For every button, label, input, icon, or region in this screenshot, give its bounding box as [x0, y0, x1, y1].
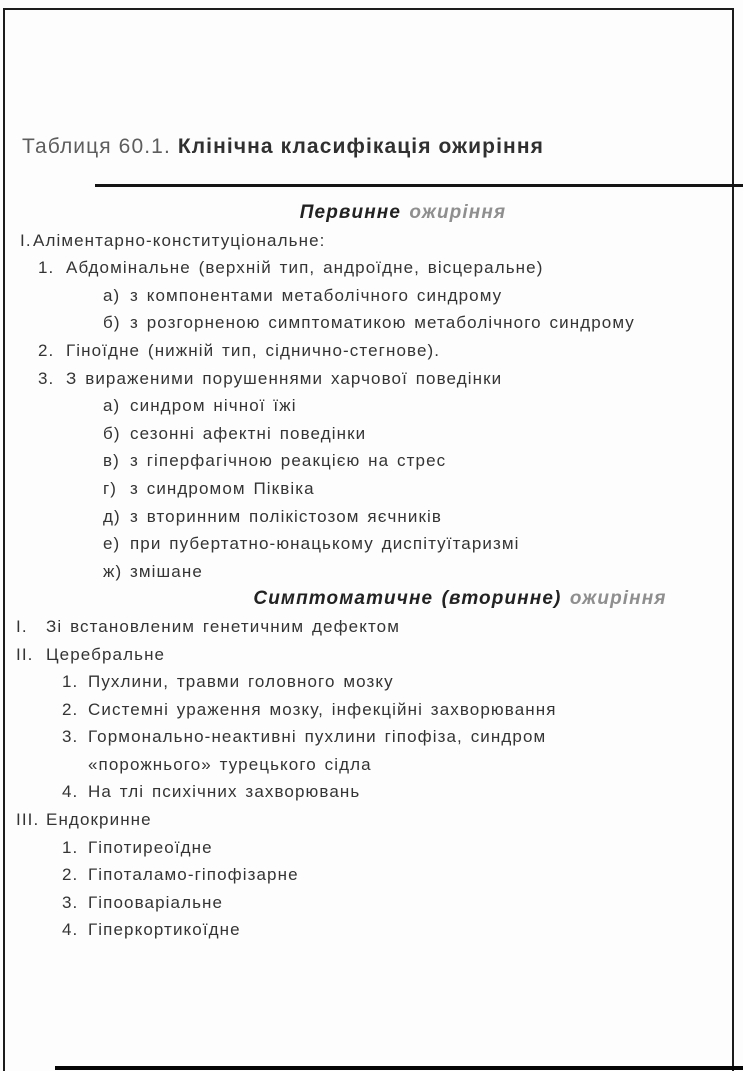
list-item — [0, 309, 743, 337]
list-item — [0, 530, 743, 558]
list-item — [0, 806, 743, 834]
list-item-text: змішане — [130, 561, 203, 581]
list-item-text: Гіпооваріальне — [88, 892, 224, 912]
list-item-text: «порожнього» турецького сідла — [88, 754, 372, 774]
list-item — [0, 778, 743, 806]
list-item-marker: е) — [103, 534, 121, 554]
list-item-text: з компонентами метаболічного синдрому — [130, 285, 503, 305]
list-item-text: Аліментарно-конституціональне: — [33, 230, 326, 250]
list-item — [0, 254, 743, 282]
list-item-text: Гіпотиреоїдне — [88, 837, 213, 857]
list-item-text: при пубертатно-юнацькому диспітуїтаризмі — [130, 534, 520, 554]
list-item — [0, 227, 743, 255]
list-item — [0, 558, 743, 586]
list-item-marker: д) — [103, 506, 121, 526]
list-item-marker: а) — [103, 285, 121, 305]
table-number-label: Таблиця 60.1. — [22, 135, 171, 158]
list-item-marker: 2. — [62, 865, 79, 885]
list-item-marker: I. — [20, 230, 32, 250]
section-heading-light: ожиріння — [409, 202, 507, 223]
list-item-marker: 1. — [38, 258, 55, 278]
list-item-text: з гіперфагічною реакцією на стрес — [130, 451, 447, 471]
list-item-marker: 3. — [62, 727, 79, 747]
section-heading-bold: Первинне — [299, 202, 410, 223]
list-item-text: Системні ураження мозку, інфекційні захворювання — [88, 699, 557, 719]
list-item-text: з вторинним полікістозом яєчників — [130, 506, 443, 526]
list-item-text: з розгорненою симптоматикою метаболічного синдрому — [130, 313, 635, 333]
list-item-text: синдром нічної їжі — [130, 396, 297, 416]
list-item-marker: 4. — [62, 782, 79, 802]
list-item — [0, 751, 743, 779]
list-item — [0, 503, 743, 531]
section-heading-light: ожиріння — [569, 588, 667, 610]
list-item-text: з синдромом Піквіка — [130, 478, 315, 498]
list-item — [0, 641, 743, 669]
list-item-text: Гіперкортикоїдне — [88, 920, 241, 940]
list-item-text: На тлі психічних захворювань — [88, 782, 361, 802]
list-item — [0, 889, 743, 917]
list-item — [0, 447, 743, 475]
list-item — [0, 282, 743, 310]
list-item — [0, 696, 743, 724]
list-item-text: Пухлини, травми головного мозку — [88, 672, 394, 692]
list-item-text: З вираженими порушеннями харчової поведінки — [66, 368, 503, 388]
list-item — [0, 613, 743, 641]
list-item-marker: 1. — [62, 672, 79, 692]
section-heading-bold: Симптоматичне (вторинне) — [253, 588, 570, 610]
list-item — [0, 861, 743, 889]
list-item-marker: б) — [103, 423, 121, 443]
list-item — [0, 834, 743, 862]
list-item — [0, 723, 743, 751]
list-item-marker: II. — [16, 644, 34, 664]
section-heading — [177, 585, 743, 613]
list-item-text: Ендокринне — [46, 810, 152, 830]
list-item-marker: 3. — [38, 368, 55, 388]
list-item-marker: г) — [103, 478, 118, 498]
list-item-text: сезонні афектні поведінки — [130, 423, 367, 443]
table-title — [0, 133, 743, 161]
list-item-text: Гіпоталамо-гіпофізарне — [88, 865, 299, 885]
list-item-text: Церебральне — [46, 644, 166, 664]
list-item-marker: 2. — [38, 340, 55, 360]
list-item-text: Зі встановленим генетичним дефектом — [46, 616, 400, 636]
list-item — [0, 420, 743, 448]
list-item-text: Гормонально-неактивні пухлини гіпофіза, синдром — [88, 727, 547, 747]
list-item — [0, 365, 743, 393]
list-item-marker: I. — [16, 616, 28, 636]
list-item — [0, 916, 743, 944]
classification-sections — [0, 199, 743, 944]
list-item — [0, 392, 743, 420]
section-heading — [63, 199, 743, 227]
list-item-marker: в) — [103, 451, 120, 471]
list-item-text: Гіноїдне (нижній тип, сіднично-стегнове). — [66, 340, 441, 360]
list-item-marker: III. — [16, 810, 40, 830]
title-divider-rule — [95, 184, 743, 187]
list-item-marker: 2. — [62, 699, 79, 719]
list-item-marker: ж) — [103, 561, 123, 581]
list-item-text: Абдомінальне (верхній тип, андроїдне, вісцеральне) — [66, 258, 544, 278]
list-item — [0, 668, 743, 696]
list-item-marker: 1. — [62, 837, 79, 857]
bottom-scan-bar — [55, 1066, 743, 1070]
list-item — [0, 475, 743, 503]
list-item — [0, 337, 743, 365]
list-item-marker: а) — [103, 396, 121, 416]
list-item-marker: б) — [103, 313, 121, 333]
table-title-text: Клінічна класифікація ожиріння — [177, 135, 544, 158]
list-item-marker: 4. — [62, 920, 79, 940]
list-item-marker: 3. — [62, 892, 79, 912]
